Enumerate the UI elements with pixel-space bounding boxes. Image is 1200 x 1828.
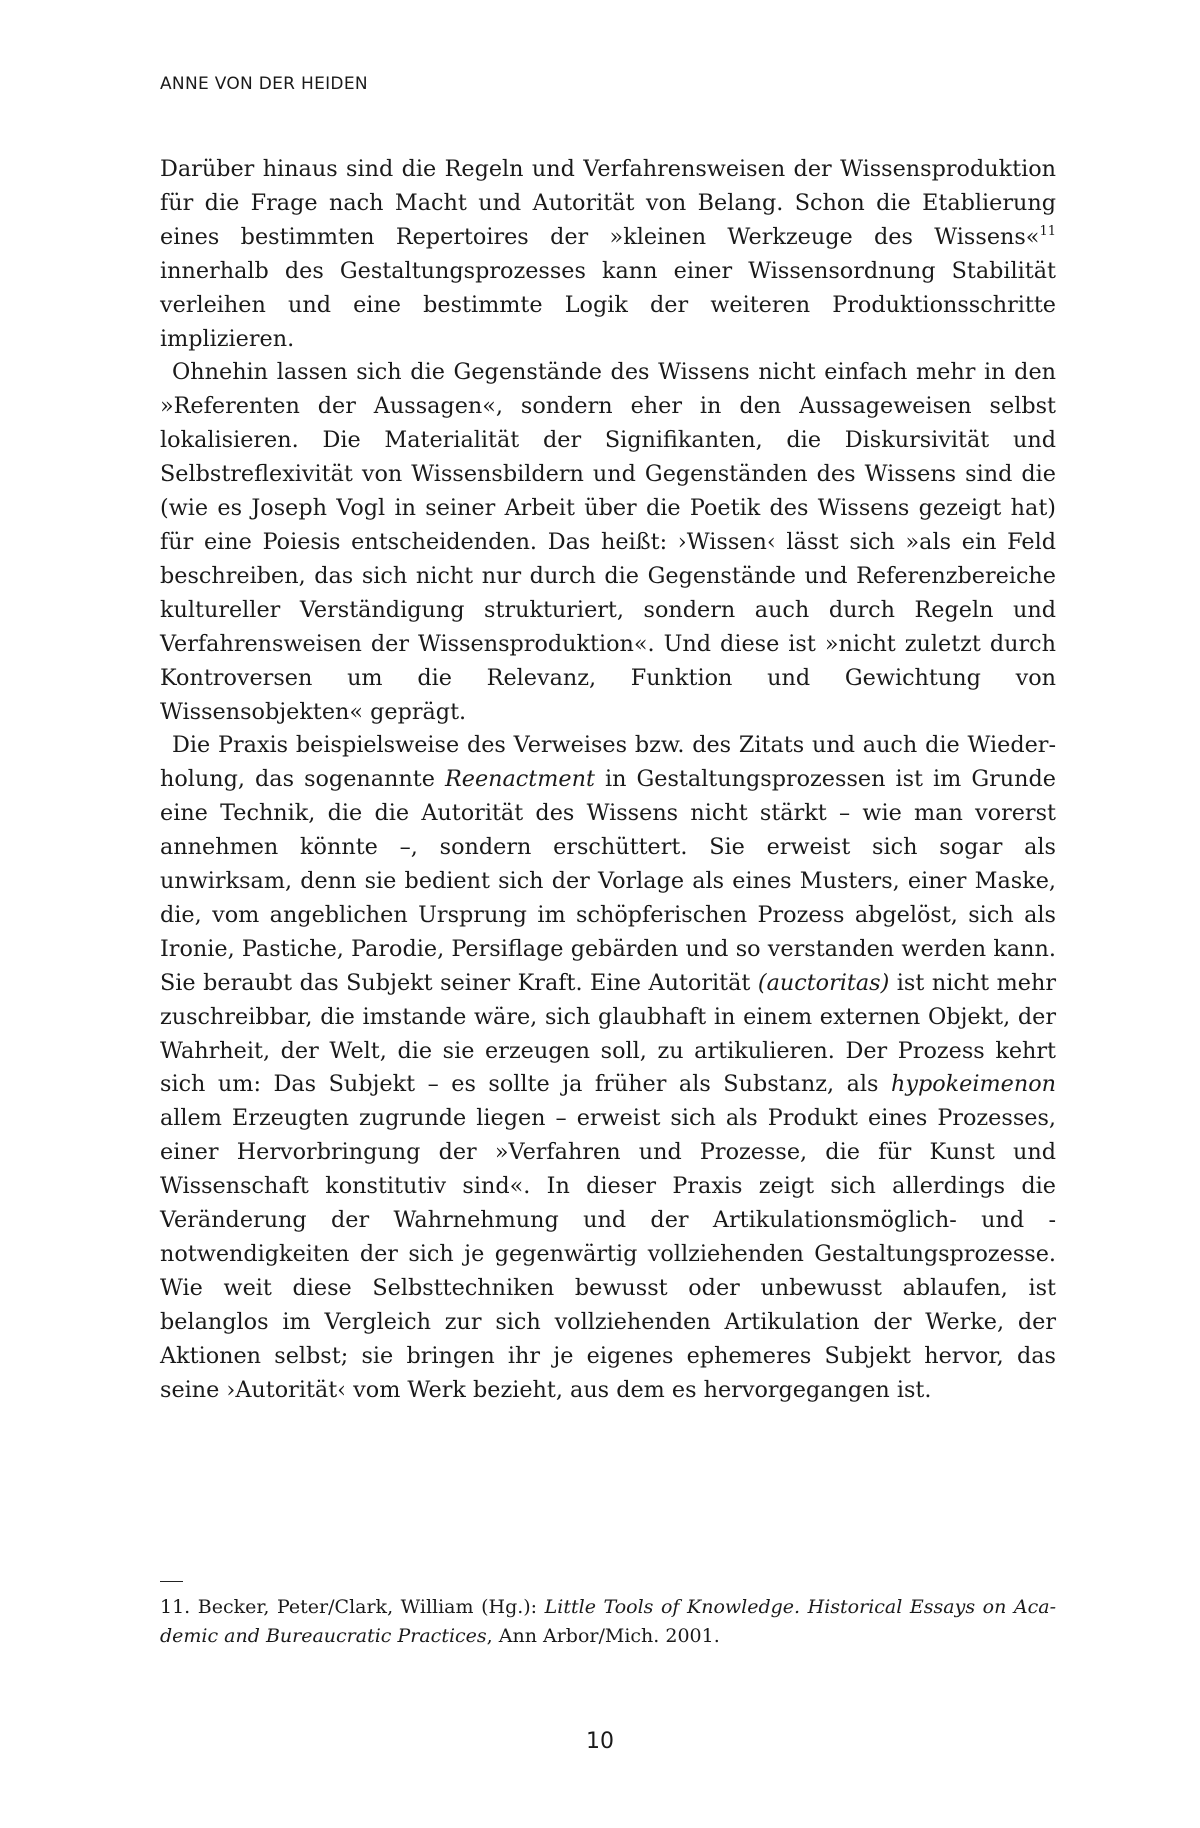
- paragraph-1-text-b: innerhalb des Gestaltungsprozesses kann einer Wissensordnung Stabilität verleihen und eine bestimmte Logik der weiteren Produktionsschritte implizieren.: [160, 257, 1056, 352]
- paragraph-2: Ohnehin lassen sich die Gegenstände des Wissens nicht einfach mehr in den »Referenten der Aussagen«, sondern eher in den Aussageweisen selbst lokalisieren. Die Materialität der Signifikanten, die Diskursivität und Selbstreflexivität von Wissensbildern und Gegenständen des Wissens sind die (wie es Joseph Vogl in seiner Arbeit über die Poetik des Wissens gezeigt hat) für eine Poiesis entscheidenden. Das heißt: ›Wissen‹ lässt sich »als ein Feld beschreiben, das sich nicht nur durch die Gegenstände und Referenzbereiche kultureller Verständigung strukturiert, sondern auch durch Regeln und Verfahrensweisen der Wissensproduktion«. Und diese ist »nicht zuletzt durch Kontroversen um die Relevanz, Funktion und Gewichtung von Wissensobjekten« geprägt.: [160, 359, 1056, 725]
- paragraph-3-text-b: in Gestaltungsprozessen ist im Grunde eine Technik, die die Autorität des Wissens nicht stärkt – wie man vorerst annehmen könnte –, sondern erschüttert. Sie erweist sich sogar als unwirksam, denn sie bedient sich der Vorlage als eines Musters, einer Maske, die, vom angeblichen Ursprung im schöpferischen Prozess abgelöst, sich als Ironie, Pastiche, Parodie, Persiflage gebärden und so verstanden werden kann. Sie beraubt das Subjekt seiner Kraft. Eine Autorität: [160, 766, 1056, 996]
- footnote-number: 11.: [160, 1596, 191, 1618]
- paragraph-3-text-a: Die Praxis beispielsweise des Verweises bzw. des Zitats und auch die Wiederholung, das sogenannte: [160, 732, 1056, 793]
- term-hypokeimenon: hypokeimenon: [891, 1071, 1056, 1098]
- paragraph-1-text-a: Darüber hinaus sind die Regeln und Verfahrensweisen der Wissensproduktion für die Frage nach Macht und Autorität von Belang. Schon die Etablierung eines bestimmten Repertoires der »kleinen Werkzeuge des Wissens«: [160, 156, 1056, 250]
- footnote-text-b: , Ann Arbor/Mich. 2001.: [486, 1625, 720, 1647]
- paragraph-1: [160, 153, 1056, 356]
- footnote-11: [160, 1593, 1056, 1651]
- paragraph-3: [160, 729, 1056, 1407]
- footnote-text-a: Becker, Peter/Clark, William (Hg.):: [190, 1596, 545, 1618]
- footnote-rule: [160, 1581, 183, 1582]
- page-number: 10: [586, 1729, 614, 1754]
- paragraph-3-text-c: ist nicht mehr zuschreibbar, die imstande wäre, sich glaubhaft in einem externen Objekt, der Wahrheit, der Welt, die sie erzeugen soll, zu artikulieren. Der Prozess kehrt sich um: Das Subjekt – es sollte ja früher als Substanz, als: [160, 969, 1057, 1098]
- footnote-reference-11[interactable]: 11: [1039, 223, 1056, 239]
- running-head: ANNE VON DER HEIDEN: [160, 74, 368, 94]
- body-text: [160, 153, 1056, 1408]
- paragraph-3-text-d: allem Erzeugten zugrunde liegen – erweist sich als Produkt eines Prozesses, einer Hervorbringung der »Verfahren und Prozesse, die für Kunst und Wissenschaft konstitutiv sind«. In dieser Praxis zeigt sich allerdings die Veränderung der Wahrnehmung und der Artikulationsmöglich- und -notwendigkeiten der sich je gegenwärtig vollziehenden Gestaltungsprozesse. Wie weit diese Selbsttechniken bewusst oder unbewusst ablaufen, ist belanglos im Vergleich zur sich vollziehenden Artikulation der Werke, der Aktionen selbst; sie bringen ihr je eigenes ephemeres Subjekt hervor, das seine ›Autorität‹ vom Werk bezieht, aus dem es hervorgegangen ist.: [160, 1105, 1056, 1403]
- term-reenactment: Reenactment: [444, 766, 595, 793]
- term-auctoritas: (auctoritas): [757, 969, 890, 996]
- footnote-book-title: Little Tools of Knowledge. Historical Essays on Academic and Bureaucratic Practices: [160, 1596, 1056, 1647]
